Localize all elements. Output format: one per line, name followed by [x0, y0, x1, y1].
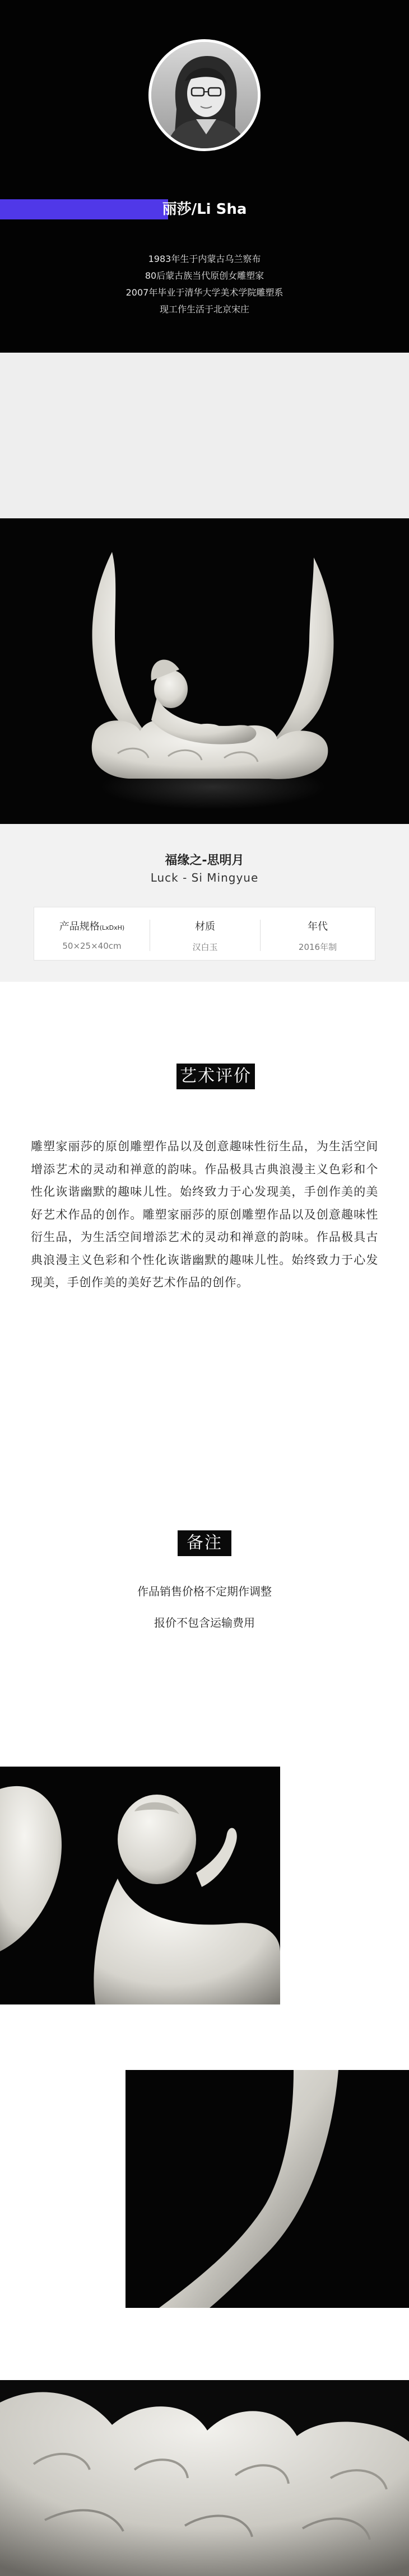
- work-subtitle: Luck - Si Mingyue: [150, 871, 259, 884]
- spec-material: [150, 907, 260, 961]
- bio-line: 1983年生于内蒙古乌兰察布: [148, 254, 261, 264]
- note-shipping: 报价不包含运输费用: [154, 1616, 255, 1629]
- spec-year: [261, 907, 375, 961]
- spec-size-label: [34, 919, 150, 933]
- bio-line: 现工作生活于北京宋庄: [159, 304, 249, 315]
- spec-size: [34, 907, 150, 961]
- artist-bio: [0, 251, 409, 318]
- sculpture-detail-photo-clouds: [0, 2380, 409, 2576]
- spec-size-label-text: 产品规格: [59, 921, 100, 933]
- sculpture-detail-photo-figure: [0, 1767, 280, 2004]
- review-text: 雕塑家丽莎的原创雕塑作品以及创意趣味性衍生品，为生活空间增添艺术的灵动和禅意的韵味。作品极具古典浪漫主义色彩和个性化诙谐幽默的趣味儿性。始终致力于心发现美，手创作美的美好艺术作品的创作。雕塑家丽莎的原创雕塑作品以及创意趣味性衍生品，为生活空间增添艺术的灵动和禅意的韵味。作品极具古典浪漫主义色彩和个性化诙谐幽默的趣味儿性。始终致力于心发现美，手创作美的美好艺术作品的创作。: [31, 1140, 378, 1289]
- spec-year-value: 2016年制: [298, 942, 337, 952]
- work-title: 福缘之-思明月: [165, 854, 244, 868]
- spec-material-value: 汉白玉: [192, 942, 218, 952]
- avatar: [151, 42, 258, 148]
- artist-name: 丽莎/Li Sha: [162, 201, 247, 218]
- spec-year-label: 年代: [308, 921, 328, 933]
- spec-material-label: 材质: [195, 921, 215, 933]
- review-section-label: 艺术评价: [176, 1064, 255, 1089]
- bio-line: 2007年毕业于清华大学美术学院雕塑系: [126, 287, 283, 298]
- spacer-panel: [0, 353, 409, 518]
- spec-size-value: 50×25×40cm: [62, 941, 122, 951]
- spec-size-unit: (LxDxH): [99, 924, 125, 931]
- spec-table: [34, 907, 375, 961]
- sculpture-hero-photo: [0, 518, 409, 824]
- sculpture-detail-photo-horn: [126, 2070, 409, 2308]
- notes-section-label: 备注: [178, 1530, 231, 1556]
- bio-line: 80后蒙古族当代原创女雕塑家: [145, 270, 264, 281]
- note-price-adjust: 作品销售价格不定期作调整: [137, 1585, 272, 1598]
